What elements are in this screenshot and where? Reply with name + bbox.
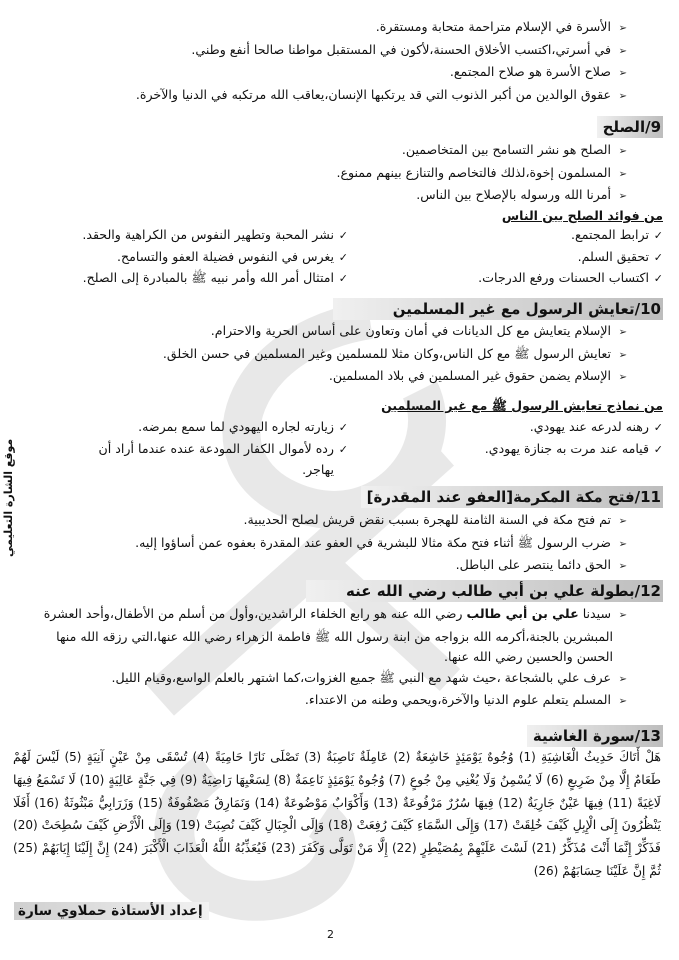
- list-item: ➢الصلح هو نشر التسامح بين المتخاصمين.: [336, 140, 627, 163]
- list-item: ➢الحق دائما ينتصر على الباطل.: [135, 555, 627, 578]
- arrow-bullet-icon: ➢: [618, 516, 627, 527]
- arrow-bullet-icon: ➢: [618, 538, 627, 550]
- surah-al-ghashiyah-text: هَلْ أَتَاكَ حَدِيثُ الْغَاشِيَةِ (1) وُجُوهٌ يَوْمَئِذٍ خَاشِعَةٌ (2) عَامِلَةٌ نَاصِبَةٌ (3) تَصْلَى نَارًا حَامِيَةً (4) تُسْقَى مِنْ عَيْنٍ آنِيَةٍ (5) لَيْسَ لَهُمْ طَعَامٌ إِلَّا مِنْ ضَرِيعٍ (6) لَا يُسْمِنُ وَلَا يُغْنِي مِنْ جُوعٍ (7) وُجُوهٌ يَوْمَئِذٍ نَاعِمَةٌ (8) لِسَعْيِهَا رَاضِيَةٌ (9) فِي جَنَّةٍ عَالِيَةٍ (10) لَا تَسْمَعُ فِيهَا لَاغِيَةً (11) فِيهَا عَيْنٌ جَارِيَةٌ (12) فِيهَا سُرُرٌ مَرْفُوعَةٌ (13) وَأَكْوَابٌ مَوْضُوعَةٌ (14) وَنَمَارِقُ مَصْفُوفَةٌ (15) وَزَرَابِيُّ مَبْثُوثَةٌ (16) أَفَلَا يَنْظُرُونَ إِلَى الْإِبِلِ كَيْفَ خُلِقَتْ (17) وَإِلَى السَّمَاءِ كَيْفَ رُفِعَتْ (18) وَإِلَى الْجِبَالِ كَيْفَ نُصِبَتْ (19) وَإِلَى الْأَرْضِ كَيْفَ سُطِحَتْ (20) فَذَكِّرْ إِنَّمَا أَنْتَ مُذَكِّرٌ (21) لَسْتَ عَلَيْهِمْ بِمُصَيْطِرٍ (22) إِلَّا مَنْ تَوَلَّى وَكَفَرَ (23) فَيُعَذِّبُهُ اللَّهُ الْعَذَابَ الْأَكْبَرَ (24) إِنَّ إِلَيْنَا إِيَابَهُمْ (25) ثُمَّ إِنَّ عَلَيْنَا حِسَابَهُمْ (26): [13, 749, 661, 878]
- page-number: 2: [327, 928, 334, 941]
- list-item: ➢المسلم يتعلم علوم الدنيا والآخرة،ويحمي وطنه من الاعتداء.: [17, 690, 627, 713]
- examples-right-column: [485, 417, 663, 460]
- list-item: ➢في أسرتي،اكتسب الأخلاق الحسنة،لأكون في المستقبل مواطنا صالحا أنفع وطني.: [136, 40, 627, 63]
- section-12-heading: 12/بطولة علي بن أبي طالب رضي الله عنه: [306, 580, 663, 602]
- checkmark-icon: ✓: [338, 272, 348, 285]
- arrow-bullet-icon: ➢: [618, 146, 627, 157]
- list-item: ➢الإسلام يضمن حقوق غير المسلمين في بلاد المسلمين.: [163, 366, 627, 389]
- list-item: ➢تم فتح مكة في السنة الثامنة للهجرة بسبب نقض قريش لصلح الحديبية.: [135, 510, 627, 533]
- arrow-bullet-icon: ➢: [618, 696, 627, 707]
- arrow-bullet-icon: ➢: [618, 327, 627, 338]
- author-credit: إعداد الأستاذة حملاوي سارة: [14, 902, 209, 920]
- section-13-heading: 13/سورة الغاشية: [527, 725, 663, 747]
- list-item: ✓امتثال أمر الله وأمر نبيه ﷺ بالمبادرة إلى الصلح.: [82, 268, 348, 290]
- checkmark-icon: ✓: [653, 250, 663, 264]
- benefits-right-column: [478, 225, 663, 290]
- checkmark-icon: ✓: [338, 250, 348, 264]
- checkmark-icon: ✓: [653, 229, 663, 242]
- section-12-bullets: [17, 604, 627, 713]
- arrow-bullet-icon: ➢: [618, 561, 627, 572]
- arrow-bullet-icon: ➢: [618, 673, 627, 685]
- list-item: ➢المسلمون إخوة،لذلك فالتخاصم والتنازع بينهم ممنوع.: [336, 163, 627, 186]
- list-item: ➢سيدنا علي بن أبي طالب رضي الله عنه هو رابع الخلفاء الراشدين،وأول من أسلم من الأطفال،وأحد العشرة: [17, 604, 627, 627]
- checkmark-icon: ✓: [653, 442, 663, 456]
- list-item: ➢تعايش الرسول ﷺ مع كل الناس،وكان مثلا للمسلمين وغير المسلمين في حسن الخلق.: [163, 344, 627, 367]
- list-item: ✓زيارته لجاره اليهودي لما سمع بمرضه.: [99, 417, 348, 439]
- list-item: ✓تحقيق السلم.: [478, 247, 663, 269]
- list-item-continuation: الحسن والحسين رضي الله عنها.: [444, 649, 613, 664]
- examples-left-column: [99, 417, 348, 481]
- checkmark-icon: ✓: [653, 272, 663, 285]
- list-item: ✓قيامه عند مرت به جنازة يهودي.: [485, 439, 663, 461]
- list-item: ➢الأسرة في الإسلام متراحمة متحابة ومستقرة.: [136, 17, 627, 40]
- benefits-left-column: [82, 225, 348, 290]
- arrow-bullet-icon: ➢: [618, 372, 627, 383]
- side-website-label: موقع الشارة التعليمي: [2, 438, 15, 558]
- list-item: ✓اكتساب الحسنات ورفع الدرجات.: [478, 268, 663, 290]
- section-10-heading: 10/تعايش الرسول مع غير المسلمين: [333, 298, 663, 320]
- arrow-bullet-icon: ➢: [618, 45, 627, 57]
- arrow-bullet-icon: ➢: [618, 168, 627, 180]
- section-10-subheading: من نماذج تعايش الرسول ﷺ مع غير المسلمين: [381, 398, 663, 413]
- list-item: ➢الإسلام يتعايش مع كل الديانات في أمان وتعاون على أساس الحرية والاحترام.: [163, 321, 627, 344]
- arrow-bullet-icon: ➢: [618, 191, 627, 202]
- list-item: ➢أمرنا الله ورسوله بالإصلاح بين الناس.: [336, 185, 627, 208]
- list-item: ✓رده لأموال الكفار المودعة عنده عندما أراد أن: [99, 439, 348, 461]
- section-11-bullets: [135, 510, 627, 578]
- list-item-continuation: يهاجر.: [302, 462, 334, 477]
- section-9-heading: 9/الصلح: [597, 116, 663, 138]
- checkmark-icon: ✓: [338, 442, 348, 456]
- checkmark-icon: ✓: [338, 229, 348, 242]
- list-item-continuation: المبشرين بالجنة،أكرمه الله بزواجه من ابنة رسول الله ﷺ فاطمة الزهراء رضي الله عنها،التي رزقه الله منها: [56, 628, 613, 644]
- list-item: ✓ترابط المجتمع.: [478, 225, 663, 247]
- section-10-bullets: [163, 321, 627, 389]
- list-item: ✓نشر المحبة وتطهير النفوس من الكراهية والحقد.: [82, 225, 348, 247]
- list-item: ➢عقوق الوالدين من أكبر الذنوب التي قد يرتكبها الإنسان،يعاقب الله مرتكبه في الدنيا والآخرة.: [136, 85, 627, 108]
- checkmark-icon: ✓: [338, 421, 348, 434]
- list-item: ✓رهنه لدرعه عند يهودي.: [485, 417, 663, 439]
- list-item: ➢ضرب الرسول ﷺ أثناء فتح مكة مثالا للبشرية في العفو عند المقدرة بعفوه عمن أساؤوا إليه.: [135, 533, 627, 556]
- section-9-bullets: [336, 140, 627, 208]
- list-item: ➢صلاح الأسرة هو صلاح المجتمع.: [136, 62, 627, 85]
- list-item: ➢عرف علي بالشجاعة ،حيث شهد مع النبي ﷺ جميع الغزوات،كما اشتهر بالعلم الواسع،وقيام الليل.: [17, 668, 627, 691]
- arrow-bullet-icon: ➢: [618, 349, 627, 361]
- arrow-bullet-icon: ➢: [618, 90, 627, 102]
- checkmark-icon: ✓: [653, 421, 663, 434]
- intro-bullets: [136, 17, 627, 107]
- section-11-heading: 11/فتح مكة المكرمة[العفو عند المقدرة]: [361, 486, 663, 508]
- arrow-bullet-icon: ➢: [618, 23, 627, 34]
- section-9-subheading: من فوائد الصلح بين الناس: [501, 208, 663, 223]
- arrow-bullet-icon: ➢: [618, 610, 627, 621]
- list-item: ✓يغرس في النفوس فضيلة العفو والتسامح.: [82, 247, 348, 269]
- arrow-bullet-icon: ➢: [618, 68, 627, 79]
